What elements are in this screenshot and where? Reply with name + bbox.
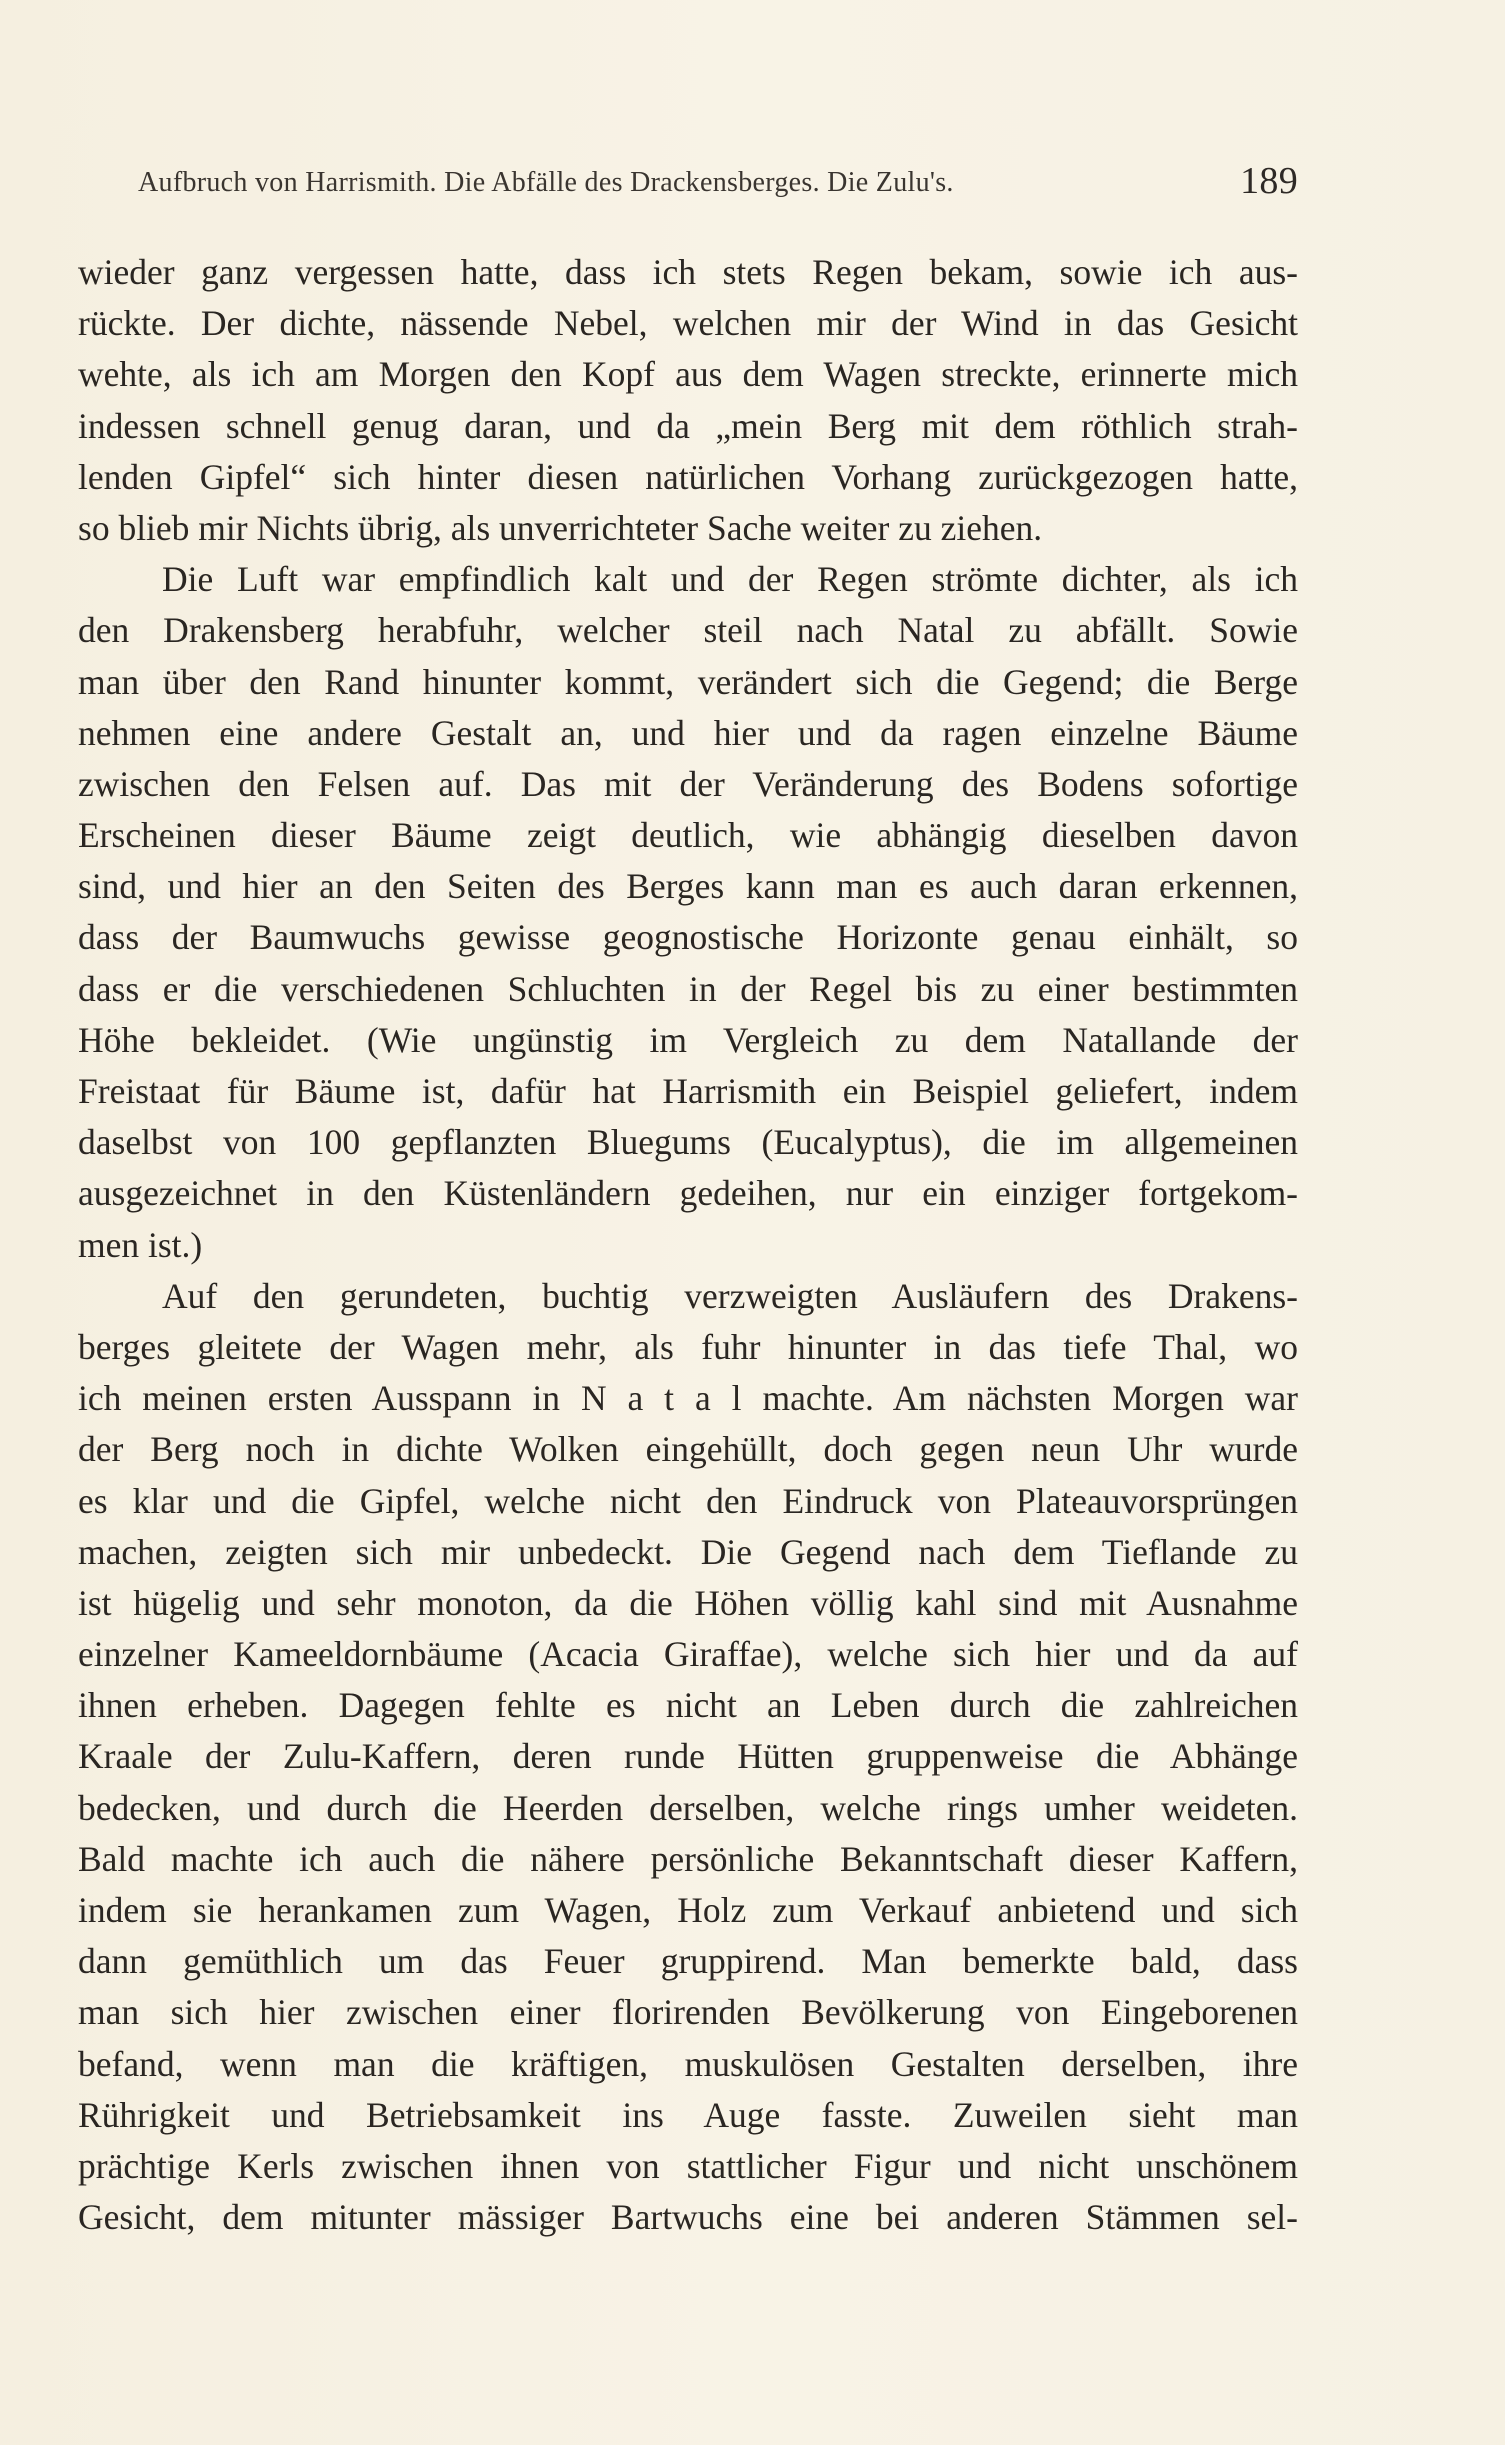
text-line: wieder ganz vergessen hatte, dass ich stets Regen bekam, sowie ich aus- [78, 252, 1298, 292]
text-line: Rührigkeit und Betriebsamkeit ins Auge fasste. Zuweilen sieht man [78, 2094, 1298, 2135]
text-line: men ist.) [78, 1224, 203, 1265]
page-number: 189 [1240, 160, 1298, 202]
text-line: ihnen erheben. Dagegen fehlte es nicht an Leben durch die zahlreichen [78, 1685, 1298, 1726]
running-header [138, 155, 1298, 211]
text-line: nehmen eine andere Gestalt an, und hier und da ragen einzelne Bäume [78, 712, 1298, 753]
text-line: den Drakensberg herabfuhr, welcher steil nach Natal zu abfällt. Sowie [78, 610, 1298, 651]
text-line: wehte, als ich am Morgen den Kopf aus dem Wagen streckte, erinnerte mich [78, 354, 1298, 395]
running-title: Aufbruch von Harrismith. Die Abfälle des Drackensberges. Die Zulu's. [138, 167, 954, 198]
text-line: dass der Baumwuchs gewisse geognostische Horizonte genau einhält, so [78, 917, 1298, 958]
text-line: der Berg noch in dichte Wolken eingehüllt, doch gegen neun Uhr wurde [78, 1429, 1298, 1470]
text-line: indem sie herankamen zum Wagen, Holz zum Verkauf anbietend und sich [78, 1890, 1298, 1930]
text-line: dann gemüthlich um das Feuer gruppirend. Man bemerkte bald, dass [78, 1941, 1298, 1982]
text-line: einzelner Kameeldornbäume (Acacia Giraffae), welche sich hier und da auf [78, 1634, 1298, 1675]
text-line: bedecken, und durch die Heerden derselben, welche rings umher weideten. [78, 1787, 1298, 1828]
text-line: ich meinen ersten Ausspann in N a t a l machte. Am nächsten Morgen war [78, 1378, 1298, 1419]
text-line: Gesicht, dem mitunter mässiger Bartwuchs eine bei anderen Stämmen sel- [78, 2197, 1298, 2238]
text-line: es klar und die Gipfel, welche nicht den Eindruck von Plateauvorsprüngen [78, 1480, 1298, 1521]
text-line: lenden Gipfel“ sich hinter diesen natürlichen Vorhang zurückgezogen hatte, [78, 456, 1298, 497]
text-line: so blieb mir Nichts übrig, als unverrichteter Sache weiter zu ziehen. [78, 507, 1043, 548]
text-line: indessen schnell genug daran, und da „mein Berg mit dem röthlich strah- [78, 405, 1298, 446]
text-line: Höhe bekleidet. (Wie ungünstig im Vergleich zu dem Natallande der [78, 1019, 1298, 1060]
text-line: Freistaat für Bäume ist, dafür hat Harrismith ein Beispiel geliefert, indem [78, 1071, 1298, 1111]
text-line: Die Luft war empfindlich kalt und der Regen strömte dichter, als ich [162, 559, 1298, 600]
text-line: machen, zeigten sich mir unbedeckt. Die Gegend nach dem Tieflande zu [78, 1531, 1298, 1572]
text-line: prächtige Kerls zwischen ihnen von stattlicher Figur und nicht unschönem [78, 2145, 1298, 2186]
text-line: daselbst von 100 gepflanzten Bluegums (Eucalyptus), die im allgemeinen [78, 1122, 1298, 1163]
text-line: befand, wenn man die kräftigen, muskulösen Gestalten derselben, ihre [78, 2043, 1298, 2084]
text-line: sind, und hier an den Seiten des Berges kann man es auch daran erkennen, [78, 866, 1298, 907]
text-line: ausgezeichnet in den Küstenländern gedeihen, nur ein einziger fortgekom- [78, 1173, 1298, 1214]
text-line: man über den Rand hinunter kommt, verändert sich die Gegend; die Berge [78, 661, 1298, 702]
text-line: Kraale der Zulu-Kaffern, deren runde Hütten gruppenweise die Abhänge [78, 1736, 1298, 1777]
text-line: berges gleitete der Wagen mehr, als fuhr hinunter in das tiefe Thal, wo [78, 1326, 1298, 1367]
body-text [78, 247, 1298, 2243]
text-line: ist hügelig und sehr monoton, da die Höhen völlig kahl sind mit Ausnahme [78, 1582, 1298, 1623]
text-line: rückte. Der dichte, nässende Nebel, welchen mir der Wind in das Gesicht [78, 303, 1298, 344]
text-line: dass er die verschiedenen Schluchten in der Regel bis zu einer bestimmten [78, 968, 1298, 1009]
text-line: Erscheinen dieser Bäume zeigt deutlich, wie abhängig dieselben davon [78, 815, 1298, 856]
text-line: zwischen den Felsen auf. Das mit der Veränderung des Bodens sofortige [78, 763, 1298, 804]
text-line: man sich hier zwischen einer florirenden Bevölkerung von Eingeborenen [78, 1992, 1298, 2033]
text-line: Bald machte ich auch die nähere persönliche Bekanntschaft dieser Kaffern, [78, 1838, 1298, 1879]
text-line: Auf den gerundeten, buchtig verzweigten Ausläufern des Drakens- [162, 1275, 1298, 1316]
